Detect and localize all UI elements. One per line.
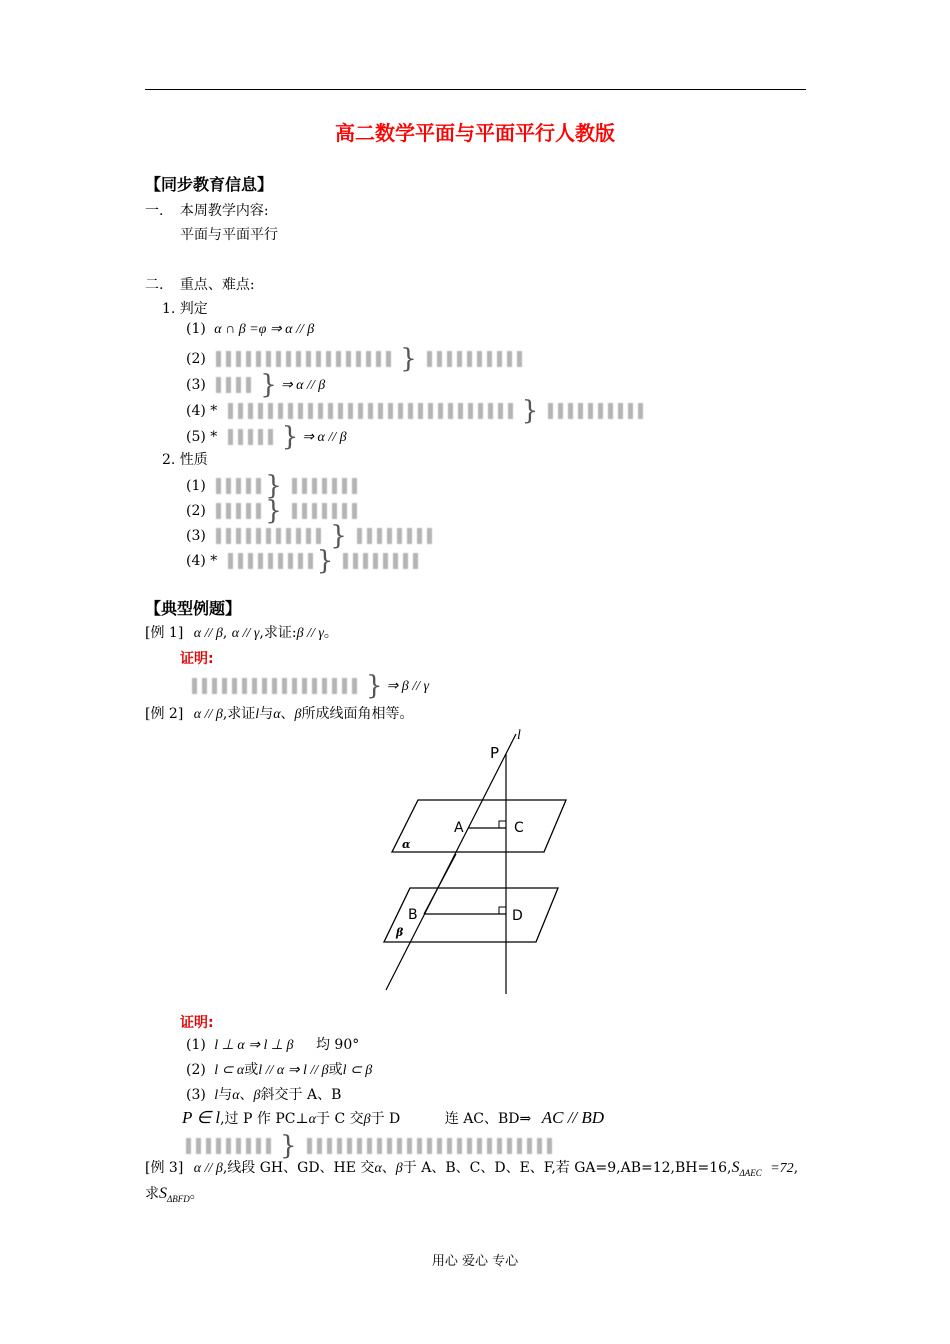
blurred-formula xyxy=(228,553,313,569)
blurred-formula xyxy=(216,377,256,393)
section-sync-info: 【同步教育信息】 xyxy=(145,175,274,194)
ex2-proof-line-1: (1) l ⊥ α ⇒ l ⊥ β 均 90° xyxy=(186,1037,360,1053)
ex1-proof-label: 证明: xyxy=(180,651,214,667)
blurred-formula xyxy=(343,553,423,569)
blurred-formula xyxy=(228,403,518,419)
example-3-ask: 求$S_{\Delta BFD}$。 xyxy=(145,1185,204,1204)
brace-icon: } xyxy=(281,422,299,452)
blurred-formula xyxy=(357,528,432,544)
ex2-proof-line-2: (2) l ⊂ α或l // α ⇒ l // β或l ⊂ β xyxy=(186,1062,373,1078)
part1-content: 平面与平面平行 xyxy=(180,227,278,243)
label-d: D xyxy=(512,908,523,924)
example-2: [例 2] α // β,求证l与α、β所成线面角相等。 xyxy=(145,706,414,722)
ex1-proof-body: } ⇒ β // γ xyxy=(186,671,429,701)
label-p: P xyxy=(490,744,500,762)
blurred-formula xyxy=(216,351,396,367)
geometry-figure xyxy=(380,728,580,1000)
part2-heading: 二. 重点、难点: xyxy=(145,277,255,293)
label-beta: β xyxy=(396,926,404,939)
blurred-formula xyxy=(192,678,362,694)
brace-icon: } xyxy=(265,496,282,526)
brace-icon: } xyxy=(400,344,417,374)
blurred-formula xyxy=(186,1138,276,1154)
judge-item-4: (4) * } xyxy=(186,396,648,426)
property-item-2: (2) } xyxy=(186,496,362,526)
blurred-formula xyxy=(307,1138,557,1154)
blurred-formula xyxy=(216,528,326,544)
blurred-formula xyxy=(228,429,278,445)
section-examples: 【典型例题】 xyxy=(145,599,242,618)
label-b: B xyxy=(408,907,418,923)
judge-item-5: (5) * } ⇒ α // β xyxy=(186,422,347,452)
brace-icon: } xyxy=(260,370,277,400)
label-c: C xyxy=(514,820,524,836)
judge-label: 1. 判定 xyxy=(162,301,208,317)
ex2-proof-line-4: P ∈ l,过 P 作 PC⊥α于 C 交β于 D 连 AC、BD⇒ AC // BD xyxy=(182,1108,605,1127)
property-item-1: (1) } xyxy=(186,471,362,501)
blurred-formula xyxy=(292,478,362,494)
brace-icon: } xyxy=(265,471,282,501)
page-title: 高二数学平面与平面平行人教版 xyxy=(335,121,615,145)
blurred-formula xyxy=(216,503,261,519)
brace-icon: } xyxy=(366,671,383,701)
brace-icon: } xyxy=(330,521,347,551)
blurred-formula xyxy=(216,478,261,494)
brace-icon: } xyxy=(316,546,334,576)
part1-heading: 一. 本周教学内容: xyxy=(145,203,269,219)
judge-item-3: (3) } ⇒ α // β xyxy=(186,370,326,400)
ex2-proof-line-3: (3) l与α、β斜交于 A、B xyxy=(186,1087,342,1103)
brace-icon: } xyxy=(521,396,539,426)
line-l xyxy=(386,734,516,990)
judge-item-1: (1) α ∩ β =φ ⇒ α // β xyxy=(186,321,315,337)
blurred-formula xyxy=(427,351,527,367)
blurred-formula xyxy=(292,503,362,519)
label-alpha: α xyxy=(402,838,411,851)
example-3: [例 3] α // β,线段 GH、GD、HE 交α、β于 A、B、C、D、E、F,若 $GA=9,AB=12,BH=16,S_{\Delta AEC} =72$, xyxy=(145,1159,799,1178)
example-1: [例 1] α // β, α // γ,求证:β // γ。 xyxy=(145,625,338,641)
label-l: l xyxy=(517,728,521,743)
right-angle-c-icon xyxy=(499,821,506,828)
header-rule xyxy=(145,89,806,90)
segment-ab xyxy=(424,854,456,914)
brace-icon: } xyxy=(280,1131,297,1161)
property-label: 2. 性质 xyxy=(162,452,208,468)
label-a: A xyxy=(454,820,464,836)
property-item-3: (3) } xyxy=(186,521,432,551)
ex2-proof-label: 证明: xyxy=(180,1015,214,1031)
blurred-formula xyxy=(548,403,648,419)
judge-item-2: (2) } xyxy=(186,344,527,374)
property-item-4: (4) * } xyxy=(186,546,423,576)
right-angle-d-icon xyxy=(499,907,506,914)
page-footer: 用心 爱心 专心 xyxy=(431,1254,519,1269)
